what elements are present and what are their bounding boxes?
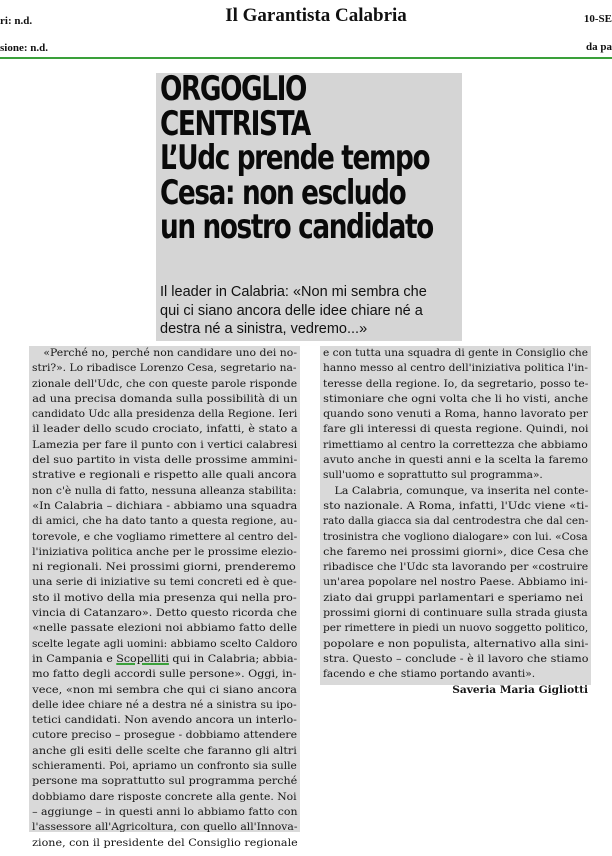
headline-line: un nostro candidato [160, 207, 433, 247]
article-text-line: stra. Questo – conclude - è il lavoro che stiamo [323, 652, 589, 665]
article-text-line: delle idee chiare né a destra né a sinistra su ipo- [32, 698, 297, 711]
article-text-line: tetici candidati. Non avendo ancora un interlo- [32, 714, 297, 727]
article-text-line: rimettiamo al centro la correttezza che abbiamo [323, 438, 588, 451]
article-text-line: – aggiunge – in questi anni lo abbiamo fatto con [32, 805, 298, 818]
article-text-line: trosinistra che vogliono dialogare» con lui. «Cosa [322, 530, 588, 543]
article-headline [160, 69, 433, 247]
article-text-line: zionale dell'Udc, che con queste parole risponde [32, 377, 298, 390]
article-text-line: «nelle passate elezioni noi abbiamo fatto delle [32, 622, 298, 635]
subhead-line: qui ci siano ancora delle idee chiare né a [160, 302, 423, 319]
article-text-line: prossimi giorni di continuare sulla strada giusta [323, 607, 588, 620]
article-text-line: sto il motivo della mia presenza qui nella pro- [32, 591, 297, 604]
article-text-line: che faremo nei prossimi giorni», dice Cesa che [323, 545, 589, 558]
highlighted-name: Scopelliti [116, 652, 169, 665]
article-text-line: l'iniziativa politica anche per le prossime elezio- [32, 545, 297, 558]
article-text-line: anche gli esiti delle scelte che faranno gli altri [32, 744, 297, 757]
article-text-line: del suo partito in vista delle prossime ammini- [32, 454, 298, 467]
article-text-line: sull'uomo e soprattutto sul programma». [323, 469, 543, 482]
article-text-line: fare gli interessi di questa regione. Quindi, noi [323, 423, 589, 436]
article-author: Saveria Maria Gigliotti [452, 683, 588, 696]
article-text-line: stri?». Lo ribadisce Lorenzo Cesa, segretario na- [32, 362, 297, 375]
header-date-right: 10-SE [583, 13, 612, 25]
header-page-right: da pa [586, 41, 612, 53]
article-text-line: vincia di Catanzaro». Detto questo ricorda che [32, 607, 297, 620]
headline-line: Cesa: non escludo [160, 172, 406, 213]
article-text-line: teresse della regione. Io, da segretario, posso te- [323, 377, 589, 390]
article-column-right [320, 346, 591, 696]
article-text-line: stimoniare che ogni volta che li ho visti, anche [323, 392, 589, 405]
article-text-line: «Perché no, perché non candidare uno dei no- [43, 347, 297, 359]
article-text-line: zione, con il presidente del Consiglio regionale [32, 836, 298, 849]
article-text-line: popolare e non populista, alternativo alla sini- [323, 637, 589, 650]
masthead-title: Il Garantista Calabria [225, 5, 407, 26]
article-text-line: ribadisce che l'Udc sta lavorando per «costruire [323, 561, 589, 574]
article-text-line: vece, «non mi sembra che qui ci siano ancora [32, 683, 297, 696]
article-text-line: La Calabria, comunque, va inserita nel conte- [334, 484, 589, 497]
article-text-line: ziato dai gruppi parlamentari e speriamo nei [323, 591, 584, 604]
article-text-line: candidato Udc alla presidenza della Regione. Ieri [32, 408, 298, 421]
article-text-line: torevole, e che vogliamo rimettere al centro del- [32, 530, 298, 543]
article-text-line: e con tutta una squadra di gente in Consiglio che [323, 347, 588, 359]
header-section-left: sione: n.d. [0, 42, 48, 54]
article-text-line: il leader dello scudo crociato, infatti, è stato a [32, 423, 298, 436]
header-source-left: ri: n.d. [0, 15, 33, 27]
article-text-line: ad una precisa domanda sulla possibilità di un [32, 392, 298, 405]
article-text-line: di amici, che ha dato tanto a questa regione, au- [32, 515, 298, 528]
article-text-line: strative e regionali e rispetto alle quali ancora [32, 469, 297, 482]
header-divider [0, 57, 612, 59]
article-text-line: hanno messo al centro dell'iniziativa politica l'in- [323, 362, 588, 375]
article-text-line: avuto anche in questi anni e la scelta la faremo [323, 454, 589, 467]
article-text-line: per rimettere in piedi un nuovo soggetto politico, [323, 622, 589, 635]
article-text-line: scelte legate agli uomini: abbiamo scelto Caldoro [32, 637, 298, 650]
article-text-line: un'area popolare nel nostro Paese. Abbiamo ini- [323, 576, 588, 589]
subhead-line: destra né a sinistra, vedremo...» [160, 321, 368, 337]
article-text-line: rato dalla giacca sia dal centrodestra che dal cen- [322, 515, 589, 528]
article-text-line: mo fatto degli accordi sulle persone». Oggi, in- [32, 668, 297, 681]
article-subheading [160, 283, 460, 339]
headline-line: L’Udc prende tempo [160, 138, 430, 178]
subhead-line: Il leader in Calabria: «Non mi sembra che [160, 284, 427, 300]
article-text-line: l'assessore all'Agricoltura, con quello all'Innova- [32, 821, 298, 834]
article-text-line: in Campania e Scopelliti qui in Calabria; abbia- [32, 652, 298, 665]
article-text-line: cutore preciso – prosegue - dobbiamo attendere [32, 729, 298, 742]
article-text-line: una serie di iniziative su temi concreti ed è que- [32, 576, 297, 589]
article-text-line: dobbiamo dare risposte concrete alla gente. Noi [32, 790, 297, 803]
article-text-line: quando sono venuti a Roma, hanno lavorato per [323, 408, 588, 421]
article-text-line: schieramenti. Poi, apriamo un confronto sia sulle [32, 760, 297, 773]
article-text-line: persone ma soprattutto sul programma perché [32, 775, 298, 788]
article-text-line: sto nazionale. A Roma, infatti, l'Udc viene «ti- [323, 499, 589, 512]
article-text-line: ni regionali. Nei prossimi giorni, prenderemo [32, 561, 296, 574]
article-column-left [29, 346, 300, 849]
headline-line: ORGOGLIO [160, 69, 307, 109]
article-text-line: non c'è nulla di fatto, nessuna alleanza stabilita: [32, 484, 297, 497]
article-text-line: Lamezia per fare il punto con i vertici calabresi [32, 438, 298, 451]
article-text-line: facendo e che stiamo portando avanti». [323, 668, 536, 681]
headline-line: CENTRISTA [160, 103, 310, 144]
article-text-line: «In Calabria – dichiara - abbiamo una squadra [32, 499, 298, 512]
